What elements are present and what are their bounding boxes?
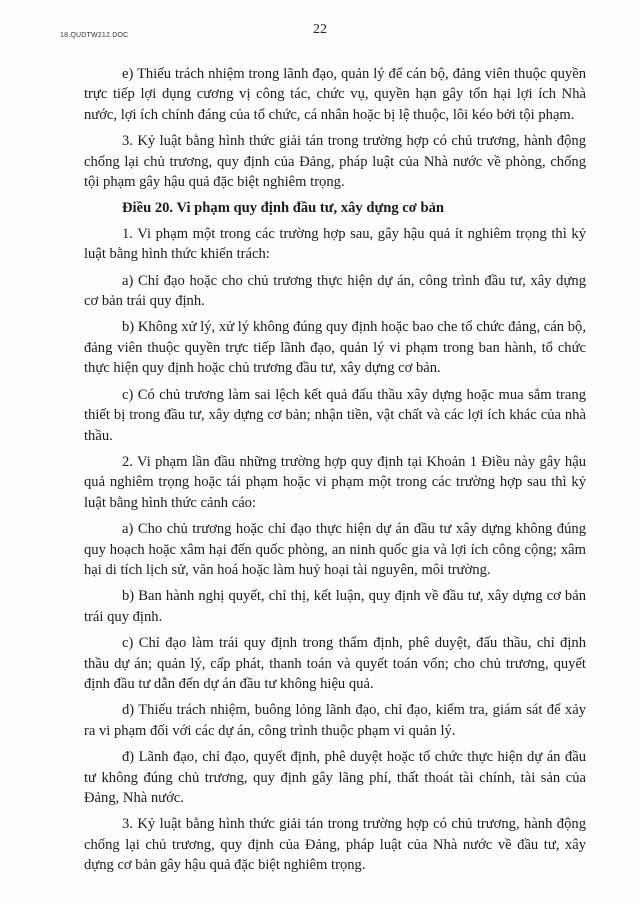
paragraph-point-3-dissolution: 3. Kỷ luật bằng hình thức giải tán trong trường hợp có chủ trương, hành động chống lại chủ trương, quy định của Đảng, pháp luật của Nhà nước về phòng, chống tội phạm gây hậu quả đặc biệt nghiêm trọng. — [84, 133, 586, 191]
paragraph-point-2d: d) Thiếu trách nhiệm, buông lỏng lãnh đạo, chỉ đạo, kiểm tra, giám sát để xảy ra vi phạm đối với các dự án, công trình thuộc phạm vi quản lý. — [84, 702, 586, 739]
article-20-heading: Điều 20. Vi phạm quy định đầu tư, xây dựng cơ bản — [122, 200, 445, 217]
paragraph-point-2b: b) Ban hành nghị quyết, chỉ thị, kết luận, quy định về đầu tư, xây dựng cơ bản trái quy định. — [84, 588, 586, 625]
paragraph-point-2c: c) Chỉ đạo làm trái quy định trong thẩm định, phê duyệt, đấu thầu, chỉ định thầu dự án; quản lý, cấp phát, thanh toán và quyết toán vốn; cho chủ trương, quyết định đầu tư dẫn đến dự án đầu tư không hiệu quả. — [84, 635, 586, 692]
document-body — [84, 64, 586, 882]
paragraph-point-1a: a) Chỉ đạo hoặc cho chủ trương thực hiện dự án, công trình đầu tư, xây dựng cơ bản trái quy định. — [84, 272, 586, 310]
paragraph-point-1c: c) Có chủ trương làm sai lệch kết quả đấu thầu xây dựng hoặc mua sắm trang thiết bị trong đầu tư, xây dựng cơ bản; nhận tiền, vật chất và các lợi ích khác của nhà thầu. — [84, 386, 586, 444]
paragraph-point-2a: a) Cho chủ trương hoặc chỉ đạo thực hiện dự án đầu tư xây dựng không đúng quy hoạch hoặc xâm hại đến quốc phòng, an ninh quốc gia và lợi ích công cộng; xâm hại di tích lịch sử, văn hoá hoặc làm huỷ hoại tài nguyên, môi trường. — [84, 521, 586, 578]
paragraph-point-2dd: đ) Lãnh đạo, chỉ đạo, quyết định, phê duyệt hoặc tổ chức thực hiện dự án đầu tư không đúng chủ trương, quy định gây lãng phí, thất thoát tài chính, tài sản của Đảng, Nhà nước. — [84, 749, 586, 806]
page-number: 22 — [313, 22, 327, 37]
paragraph-point-1b: b) Không xử lý, xử lý không đúng quy định hoặc bao che tổ chức đảng, cán bộ, đảng viên thuộc quyền trực tiếp lãnh đạo, quản lý vi phạm trong ban hành, tổ chức thực hiện quy định hoặc chủ trương đầu tư, xây dựng cơ bản. — [84, 319, 586, 377]
paragraph-clause-e: e) Thiếu trách nhiệm trong lãnh đạo, quản lý để cán bộ, đảng viên thuộc quyền trực tiếp lợi dụng cương vị công tác, chức vụ, quyền hạn gây tổn hại lợi ích Nhà nước, lợi ích chính đáng của tổ chức, cá nhân hoặc bị lệ thuộc, lôi kéo bởi tội phạm. — [84, 66, 586, 123]
paragraph-point-1: 1. Vi phạm một trong các trường hợp sau, gây hậu quả ít nghiêm trọng thì kỷ luật bằng hình thức khiển trách: — [84, 225, 586, 263]
paragraph-point-3: 3. Kỷ luật bằng hình thức giải tán trong trường hợp có chủ trương, hành động chống lại chủ trương, quy định của Đảng, pháp luật của Nhà nước về đầu tư, xây dựng cơ bản gây hậu quả đặc biệt nghiêm trọng. — [84, 816, 586, 874]
document-filename: 18.QUDTW212.DOC — [60, 32, 129, 39]
paragraph-point-2: 2. Vi phạm lần đầu những trường hợp quy định tại Khoản 1 Điều này gây hậu quả nghiêm trọng hoặc tái phạm hoặc vi phạm một trong các trường hợp sau thì kỷ luật bằng hình thức cảnh cáo: — [84, 453, 586, 511]
